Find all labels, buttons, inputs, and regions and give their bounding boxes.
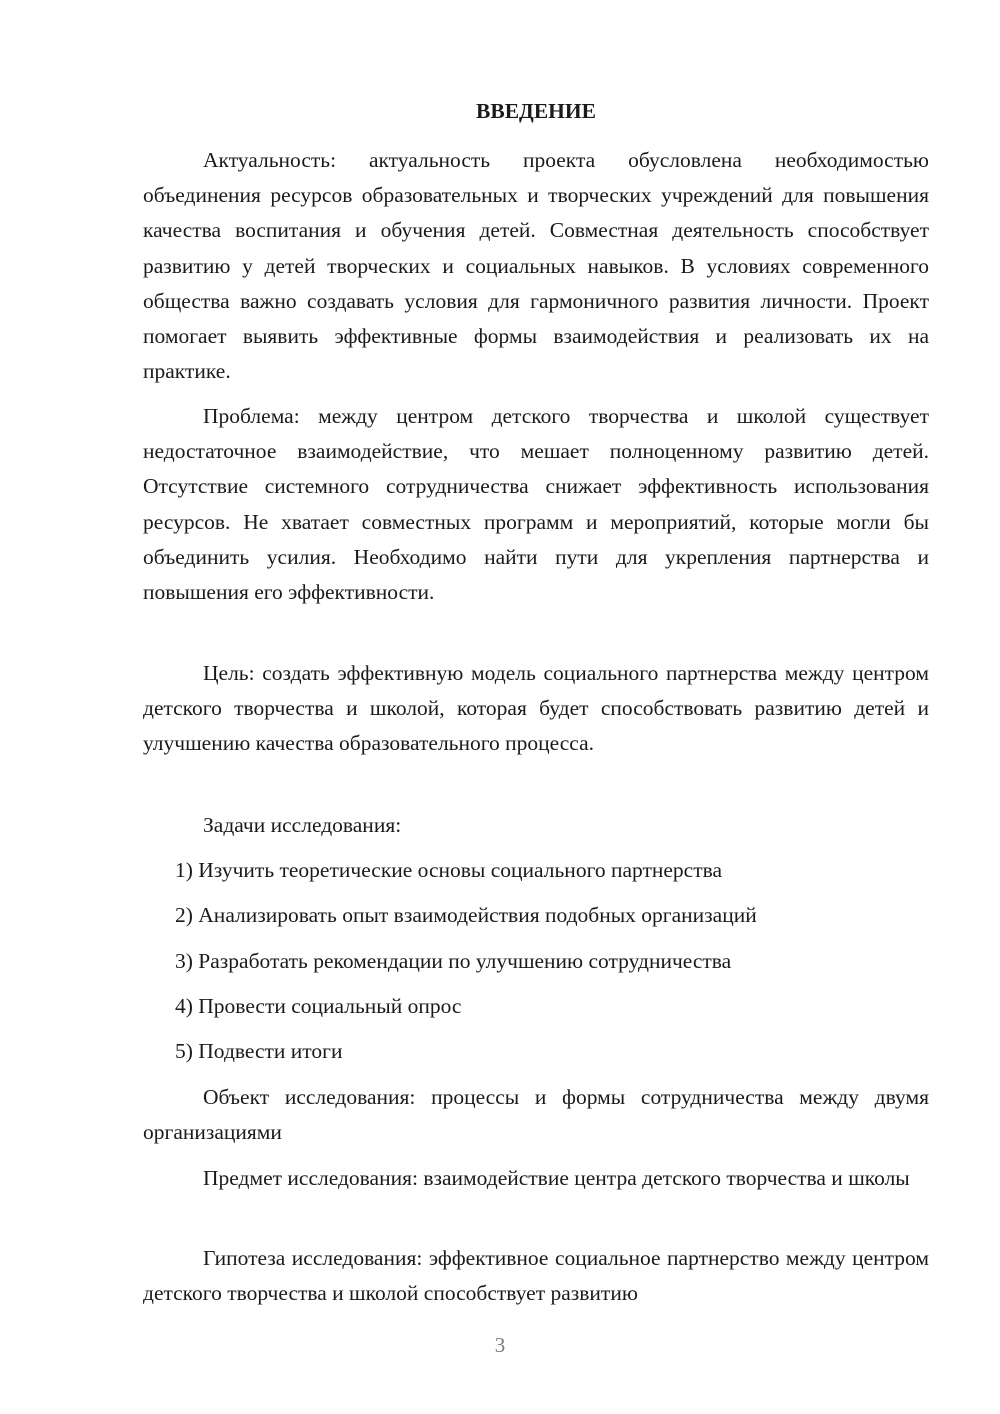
paragraph-goal: Цель: создать эффективную модель социального партнерства между центром детского творчества и школой, которая будет способствовать развитию детей и улучшению качества образовательного процесса. — [143, 661, 929, 756]
task-item-3: 3) Разработать рекомендации по улучшению сотрудничества — [175, 949, 732, 973]
section-title: ВВЕДЕНИЕ — [476, 99, 596, 123]
paragraph-subject: Предмет исследования: взаимодействие центра детского творчества и школы — [203, 1166, 910, 1190]
paragraph-object: Объект исследования: процессы и формы сотрудничества между двумя организациями — [143, 1085, 929, 1145]
task-item-4: 4) Провести социальный опрос — [175, 994, 462, 1018]
task-item-5: 5) Подвести итоги — [175, 1039, 343, 1063]
paragraph-hypothesis: Гипотеза исследования: эффективное социальное партнерство между центром детского творчества и школой способствует развитию — [143, 1246, 929, 1306]
task-item-1: 1) Изучить теоретические основы социального партнерства — [175, 858, 723, 882]
paragraph-relevance: Актуальность: актуальность проекта обусловлена необходимостью объединения ресурсов образовательных и творческих учреждений для повышения качества воспитания и обучения детей. Совместная деятельность способствует развитию у детей творческих и социальных навыков. В условиях современного общества важно создавать условия для гармоничного развития личности. Проект помогает выявить эффективные формы взаимодействия и реализовать их на практике. — [143, 148, 929, 384]
page-number: 3 — [494, 1333, 506, 1357]
paragraph-problem: Проблема: между центром детского творчества и школой существует недостаточное взаимодействие, что мешает полноценному развитию детей. Отсутствие системного сотрудничества снижает эффективность использования ресурсов. Не хватает совместных программ и мероприятий, которые могли бы объединить усилия. Необходимо найти пути для укрепления партнерства и повышения его эффективности. — [143, 404, 929, 605]
task-item-2: 2) Анализировать опыт взаимодействия подобных организаций — [175, 903, 757, 927]
tasks-heading: Задачи исследования: — [203, 813, 402, 837]
